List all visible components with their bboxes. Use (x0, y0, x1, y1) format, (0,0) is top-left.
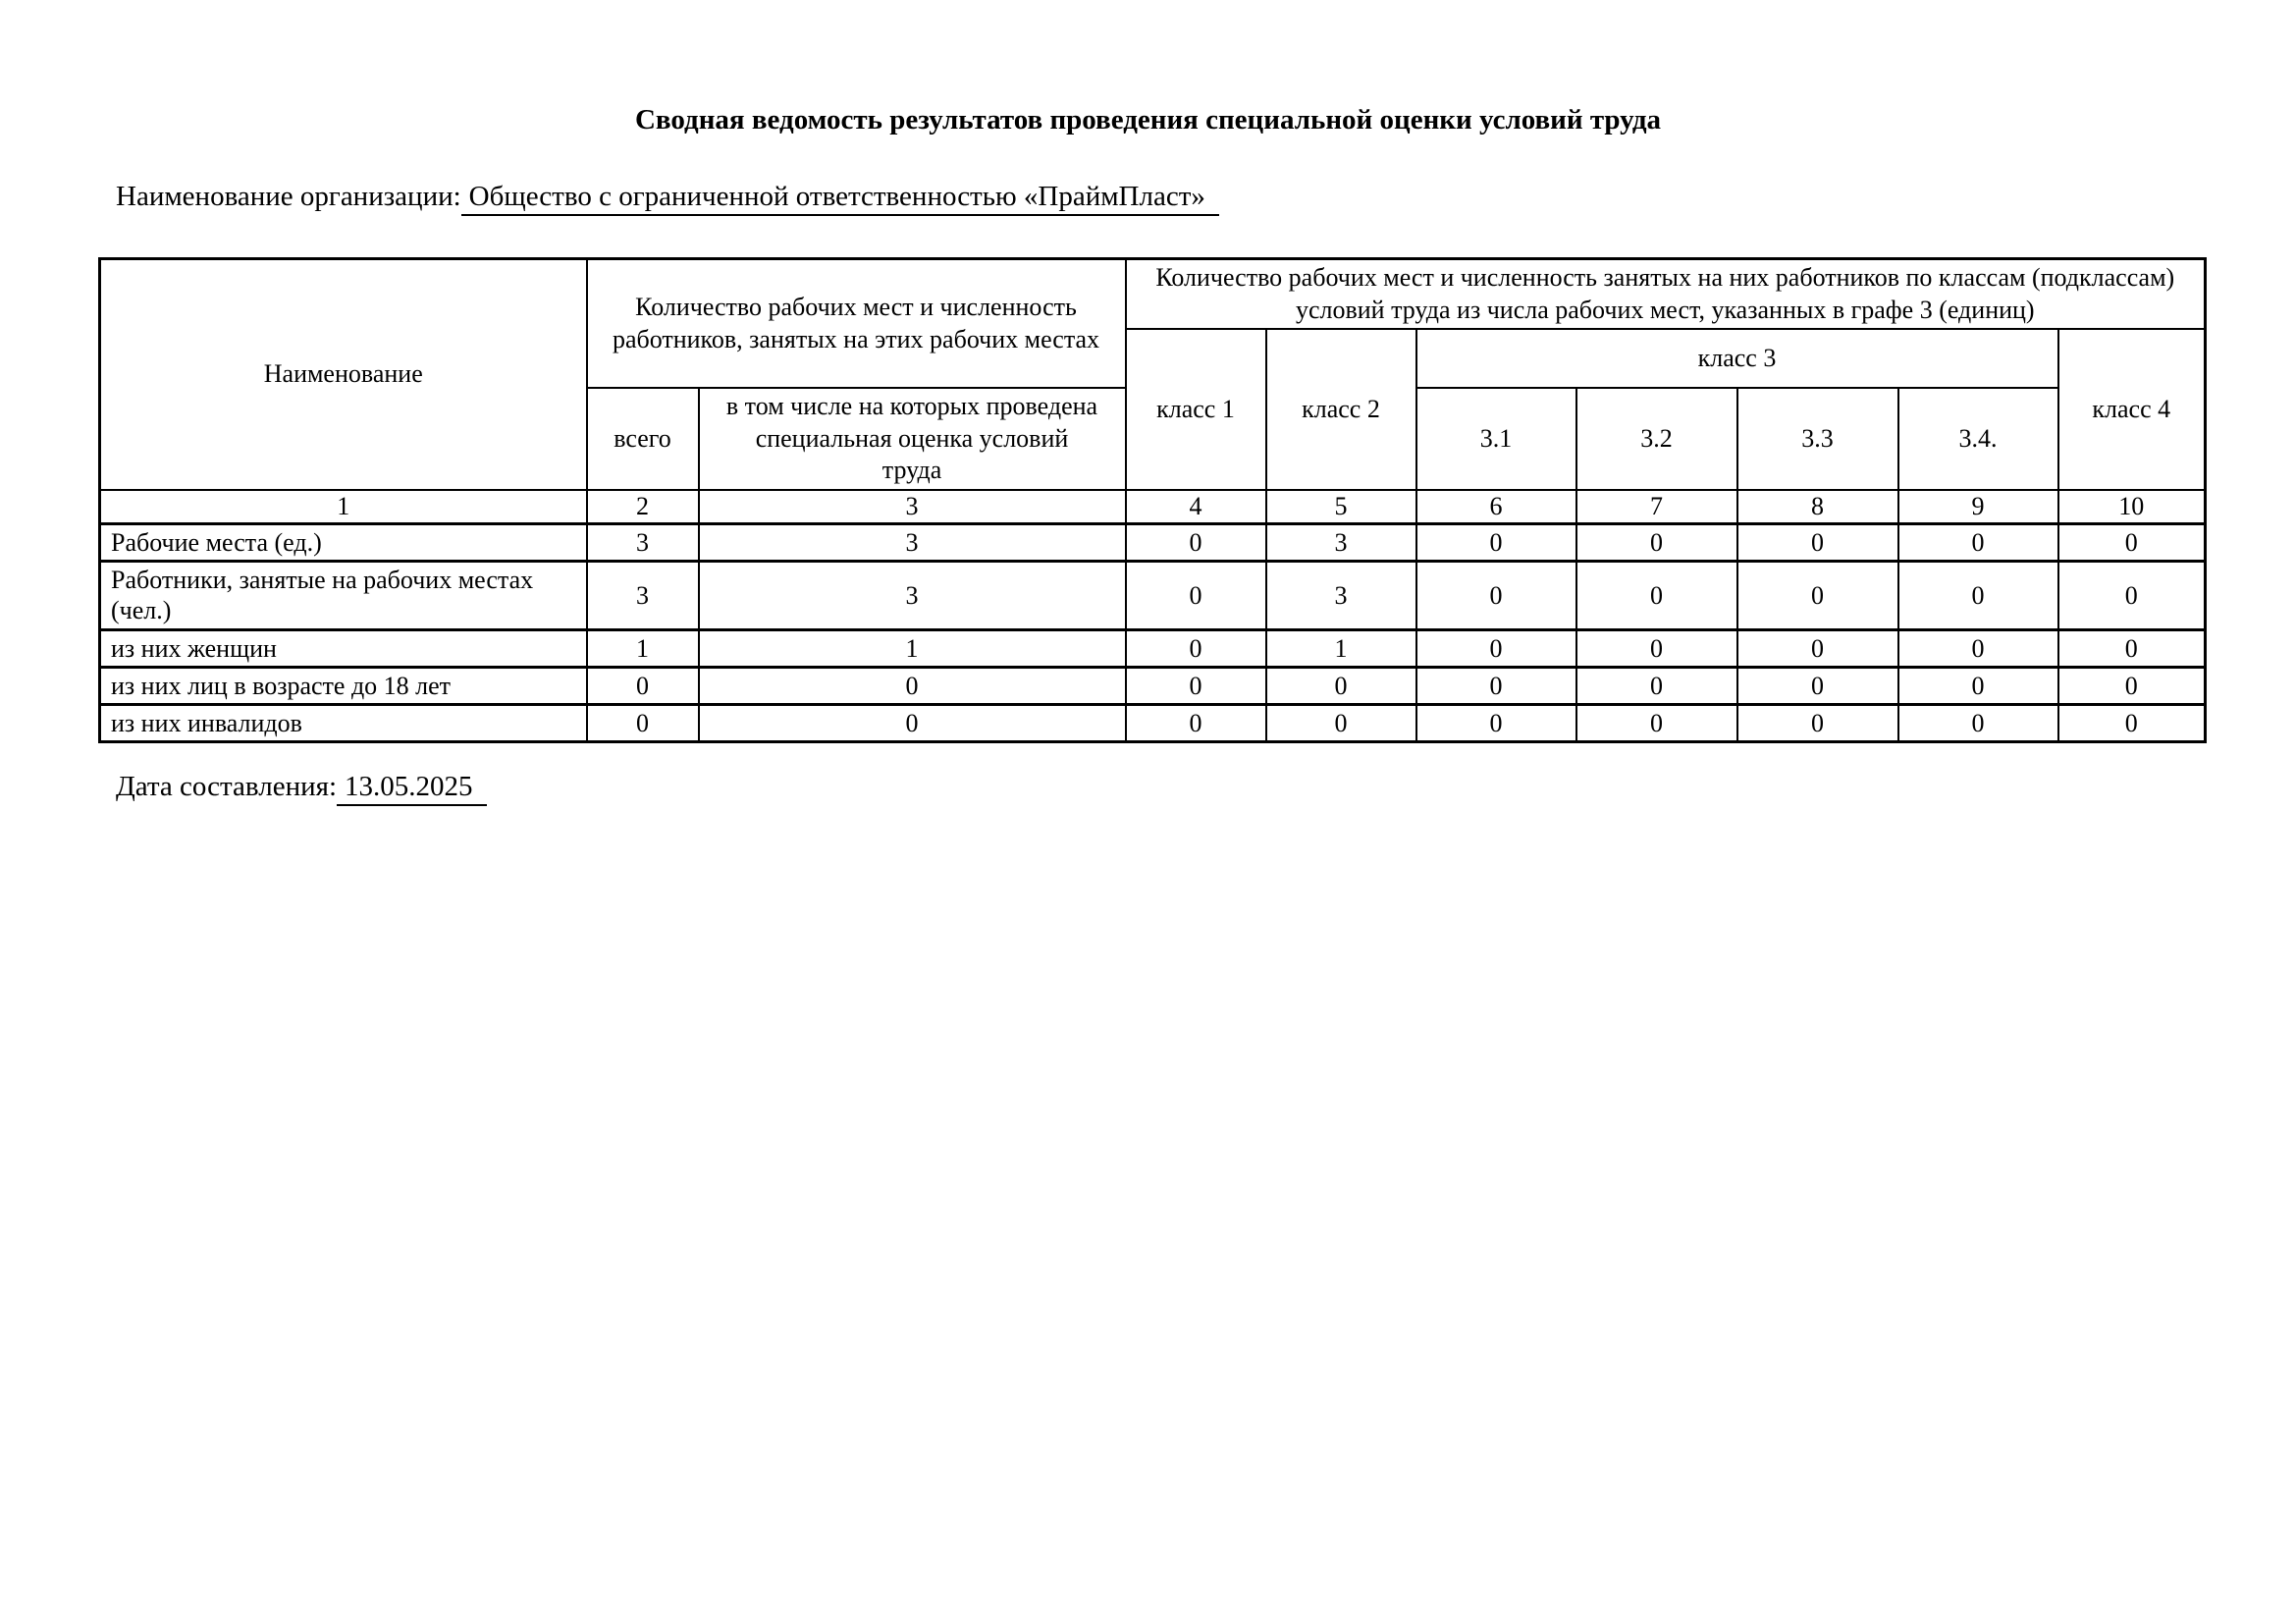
cell-value: 0 (1266, 705, 1416, 742)
cell-value: 0 (1737, 667, 1898, 704)
cell-value: 0 (699, 667, 1126, 704)
cell-value: 3 (587, 562, 699, 629)
row-label: Работники, занятые на рабочих местах (чел.) (100, 562, 587, 629)
header-subclass-3-4: 3.4. (1898, 388, 2058, 490)
cell-value: 3 (587, 524, 699, 562)
header-class4: класс 4 (2058, 329, 2206, 490)
cell-value: 0 (1416, 629, 1576, 667)
table-row-workers (100, 562, 2206, 629)
cell-value: 0 (1898, 562, 2058, 629)
header-name: Наименование (100, 259, 587, 490)
cell-value: 3 (699, 562, 1126, 629)
cell-value: 3 (699, 524, 1126, 562)
cell-value: 0 (2058, 667, 2206, 704)
header-total: всего (587, 388, 699, 490)
header-row-1 (100, 259, 2206, 330)
cell-value: 0 (1416, 705, 1576, 742)
table-row-under18 (100, 667, 2206, 704)
cell-value: 0 (587, 667, 699, 704)
col-number: 10 (2058, 490, 2206, 524)
header-class2: класс 2 (1266, 329, 1416, 490)
cell-value: 0 (587, 705, 699, 742)
row-label: из них инвалидов (100, 705, 587, 742)
col-number: 5 (1266, 490, 1416, 524)
cell-value: 0 (1737, 705, 1898, 742)
cell-value: 0 (1737, 562, 1898, 629)
cell-value: 0 (1126, 667, 1266, 704)
cell-value: 0 (2058, 524, 2206, 562)
cell-value: 1 (1266, 629, 1416, 667)
results-table (98, 257, 2207, 743)
date-value: 13.05.2025 (337, 771, 487, 806)
row-label: Рабочие места (ед.) (100, 524, 587, 562)
cell-value: 0 (1576, 562, 1737, 629)
cell-value: 0 (1126, 562, 1266, 629)
cell-value: 3 (1266, 524, 1416, 562)
col-number: 4 (1126, 490, 1266, 524)
date-line (116, 769, 2296, 804)
header-class1: класс 1 (1126, 329, 1266, 490)
cell-value: 0 (1737, 629, 1898, 667)
row-label: из них лиц в возрасте до 18 лет (100, 667, 587, 704)
col-number: 2 (587, 490, 699, 524)
cell-value: 0 (1126, 705, 1266, 742)
header-subclass-3-2: 3.2 (1576, 388, 1737, 490)
cell-value: 0 (1576, 629, 1737, 667)
col-number: 7 (1576, 490, 1737, 524)
header-assessed: в том числе на которых проведена специальная оценка условий труда (699, 388, 1126, 490)
cell-value: 0 (1126, 524, 1266, 562)
cell-value: 3 (1266, 562, 1416, 629)
header-class3: класс 3 (1416, 329, 2058, 388)
cell-value: 0 (1737, 524, 1898, 562)
cell-value: 0 (2058, 562, 2206, 629)
column-numbers-row (100, 490, 2206, 524)
header-subclass-3-3: 3.3 (1737, 388, 1898, 490)
header-subclass-3-1: 3.1 (1416, 388, 1576, 490)
organization-label: Наименование организации: (116, 181, 461, 212)
cell-value: 1 (587, 629, 699, 667)
cell-value: 0 (1126, 629, 1266, 667)
cell-value: 0 (1416, 524, 1576, 562)
cell-value: 0 (699, 705, 1126, 742)
cell-value: 0 (1576, 705, 1737, 742)
row-label: из них женщин (100, 629, 587, 667)
col-number: 3 (699, 490, 1126, 524)
header-group-workplaces: Количество рабочих мест и численность работников, занятых на этих рабочих местах (587, 259, 1126, 389)
table-row-women (100, 629, 2206, 667)
cell-value: 0 (2058, 705, 2206, 742)
table-row-workplaces (100, 524, 2206, 562)
cell-value: 0 (1898, 667, 2058, 704)
header-group-classes: Количество рабочих мест и численность занятых на них работников по классам (подклассам) условий труда из числа рабочих мест, указанных в графе 3 (единиц) (1126, 259, 2206, 330)
col-number: 8 (1737, 490, 1898, 524)
cell-value: 0 (1898, 629, 2058, 667)
cell-value: 0 (1416, 667, 1576, 704)
col-number: 1 (100, 490, 587, 524)
col-number: 9 (1898, 490, 2058, 524)
cell-value: 0 (1576, 667, 1737, 704)
cell-value: 0 (1416, 562, 1576, 629)
cell-value: 0 (1266, 667, 1416, 704)
cell-value: 0 (1898, 705, 2058, 742)
cell-value: 1 (699, 629, 1126, 667)
organization-line (116, 179, 2296, 214)
col-number: 6 (1416, 490, 1576, 524)
organization-value: Общество с ограниченной ответственностью «ПраймПласт» (461, 181, 1219, 216)
table-row-disabled (100, 705, 2206, 742)
cell-value: 0 (1898, 524, 2058, 562)
cell-value: 0 (2058, 629, 2206, 667)
document-title: Сводная ведомость результатов проведения специальной оценки условий труда (634, 104, 1662, 135)
cell-value: 0 (1576, 524, 1737, 562)
date-label: Дата составления: (116, 771, 338, 803)
